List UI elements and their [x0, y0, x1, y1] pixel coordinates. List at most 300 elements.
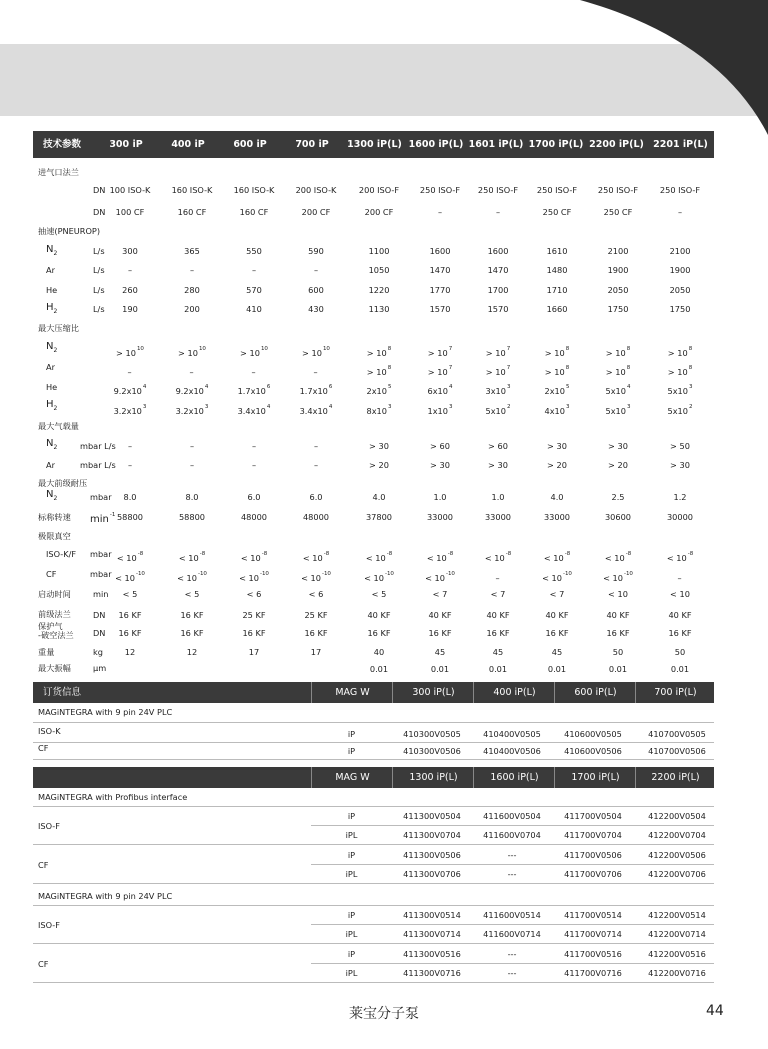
- value-base: > 10: [427, 348, 448, 358]
- value-base: 1.7x10: [237, 386, 266, 396]
- speed-h2-value: 1570: [429, 304, 451, 314]
- fore-flange-value: 16 KF: [180, 610, 204, 620]
- startup-value: < 6: [246, 589, 262, 599]
- order-flange-label: CF: [38, 743, 49, 753]
- gasload-n2-value: –: [251, 441, 257, 451]
- comp-he-value: [410, 382, 470, 396]
- inlet-iso-value: 160 ISO-K: [233, 185, 275, 195]
- startup-value: < 5: [184, 589, 200, 599]
- order-type: iP: [347, 910, 356, 920]
- divider: [33, 943, 714, 944]
- comp-he-value: [286, 382, 346, 396]
- rpm-value: 48000: [240, 512, 268, 522]
- value-base: < 10: [426, 553, 447, 563]
- unit-dn: DN: [93, 185, 106, 195]
- gas-ar: Ar: [46, 265, 55, 275]
- order-model-header: 400 iP(L): [473, 682, 555, 703]
- speed-h2-value: 1750: [669, 304, 691, 314]
- comp-h2-value: [100, 402, 160, 416]
- value-base: < 10: [603, 573, 623, 583]
- value-exponent: -10: [445, 571, 455, 577]
- order-type: iP: [347, 949, 356, 959]
- value-exponent: -10: [135, 571, 145, 577]
- value-exponent: 3: [626, 404, 631, 410]
- weight-value: 12: [124, 647, 136, 657]
- ultimate-cf-value: [410, 569, 470, 583]
- speed-n2-value: 1100: [368, 246, 390, 256]
- comp-ar-value: [650, 363, 710, 377]
- divider: [33, 844, 714, 845]
- inlet-cf-value: –: [677, 207, 683, 217]
- comp-ar-value: [286, 363, 346, 377]
- comp-n2-value: [650, 344, 710, 358]
- spec-header-model: 2201 iP(L): [653, 139, 708, 150]
- order-model-header: 700 iP(L): [635, 682, 715, 703]
- value-base: < 10: [239, 573, 259, 583]
- ultimate-iso-value: [650, 549, 710, 563]
- divider: [33, 806, 714, 807]
- fore-flange-value: 40 KF: [668, 610, 692, 620]
- value-base: > 10: [116, 348, 136, 358]
- value-base: < 10: [177, 573, 197, 583]
- value-base: 3x10: [485, 386, 506, 396]
- speed-n2-value: 1610: [546, 246, 568, 256]
- order-model-header: 300 iP(L): [392, 682, 474, 703]
- speed-h2-value: 190: [122, 304, 138, 314]
- comp-h2-value: [468, 402, 528, 416]
- startup-value: < 10: [608, 589, 628, 599]
- value-exponent: -8: [386, 551, 393, 557]
- gas-subscript: 2: [53, 405, 58, 412]
- value-base: 3.2x10: [175, 406, 204, 416]
- order-flange-label: CF: [38, 959, 49, 969]
- inlet-cf-value: 100 CF: [115, 207, 145, 217]
- order-part-number: 411700V0706: [564, 869, 622, 879]
- inlet-cf-value: 160 CF: [239, 207, 269, 217]
- divider: [311, 924, 714, 925]
- comp-n2-value: [286, 344, 346, 358]
- comp-h2-value: [527, 402, 587, 416]
- section-compression: 最大压缩比: [38, 323, 79, 333]
- value-exponent: 4: [142, 384, 147, 390]
- gasload-n2-value: –: [189, 441, 195, 451]
- rpm-value: 37800: [365, 512, 393, 522]
- spec-header-model: 600 iP: [233, 139, 267, 150]
- value-base: < 10: [365, 553, 386, 563]
- unit-exponent: -1: [109, 512, 116, 518]
- value-exponent: 3: [142, 404, 147, 410]
- value-base: 3.4x10: [237, 406, 266, 416]
- value-base: > 10: [240, 348, 260, 358]
- comp-h2-value: [162, 402, 222, 416]
- vibration-value: 0.01: [369, 664, 389, 674]
- order-part-number: 411300V0516: [403, 949, 461, 959]
- inlet-cf-value: 160 CF: [177, 207, 207, 217]
- page-number: 44: [706, 1003, 724, 1019]
- comp-he-value: [162, 382, 222, 396]
- value-exponent: -10: [623, 571, 633, 577]
- speed-n2-value: 1600: [429, 246, 451, 256]
- magw-header: MAG W: [311, 682, 393, 703]
- order-part-number: 410700V0506: [648, 746, 706, 756]
- value-exponent: 5: [565, 384, 570, 390]
- order-part-number: 410700V0505: [648, 729, 706, 739]
- value-exponent: 8: [565, 365, 570, 371]
- order-part-number: 412200V0504: [648, 811, 706, 821]
- foreline-value: 1.2: [673, 492, 687, 502]
- value-exponent: 3: [565, 404, 570, 410]
- order-part-number: 412200V0704: [648, 830, 706, 840]
- order-type: iP: [347, 729, 356, 739]
- foreline-value: 8.0: [185, 492, 199, 502]
- value-base: 9.2x10: [113, 386, 142, 396]
- comp-n2-value: [410, 344, 470, 358]
- ultimate-cf-value: [650, 569, 710, 583]
- speed-h2-value: 410: [246, 304, 262, 314]
- gas-symbol: H: [46, 302, 54, 313]
- value-base: < 10: [604, 553, 625, 563]
- speed-ar-value: 1480: [546, 265, 568, 275]
- order-part-number: 411300V0716: [403, 968, 461, 978]
- gasload-n2-value: > 60: [430, 441, 450, 451]
- gasload-n2-value: –: [127, 441, 133, 451]
- speed-h2-value: 1750: [607, 304, 629, 314]
- gas-subscript: 2: [53, 495, 58, 502]
- speed-ar-value: 1900: [607, 265, 629, 275]
- gas-he: He: [46, 382, 58, 392]
- divider: [311, 864, 714, 865]
- value-exponent: 5: [387, 384, 392, 390]
- spec-header-row: [33, 131, 714, 158]
- order-model-header: 1700 iP(L): [554, 767, 636, 788]
- value-exponent: 7: [448, 346, 453, 352]
- spec-header-label: 技术参数: [43, 139, 82, 150]
- order-model-header: 600 iP(L): [554, 682, 636, 703]
- speed-ar-value: –: [127, 265, 133, 275]
- order-header-row: [33, 767, 714, 788]
- speed-he-value: 2050: [669, 285, 691, 295]
- vent-value: 16 KF: [606, 628, 630, 638]
- vent-value: 16 KF: [668, 628, 692, 638]
- rpm-value: 30600: [604, 512, 632, 522]
- fore-flange-value: 25 KF: [304, 610, 328, 620]
- value-base: –: [251, 367, 256, 377]
- weight-value: 45: [434, 647, 446, 657]
- ultimate-iso-value: [286, 549, 346, 563]
- order-model-header: 1300 iP(L): [392, 767, 474, 788]
- value-base: > 10: [485, 367, 506, 377]
- order-part-number: 412200V0706: [648, 869, 706, 879]
- value-exponent: -8: [687, 551, 694, 557]
- value-base: 8x10: [366, 406, 387, 416]
- order-part-number: 411300V0704: [403, 830, 461, 840]
- comp-ar-value: [588, 363, 648, 377]
- value-exponent: -10: [197, 571, 207, 577]
- speed-ar-value: –: [251, 265, 257, 275]
- value-exponent: 8: [387, 346, 392, 352]
- value-base: 4x10: [544, 406, 565, 416]
- rpm-value: 30000: [666, 512, 694, 522]
- value-base: < 10: [115, 573, 135, 583]
- gasload-ar-value: –: [313, 460, 319, 470]
- speed-h2-value: 200: [184, 304, 200, 314]
- order-flange-label: CF: [38, 860, 49, 870]
- vent-value: 16 KF: [304, 628, 328, 638]
- weight-value: 50: [612, 647, 624, 657]
- gas-subscript: 2: [53, 347, 58, 354]
- value-exponent: 7: [506, 346, 511, 352]
- value-exponent: 3: [204, 404, 209, 410]
- ultimate-iso-value: [527, 549, 587, 563]
- gas-subscript: 2: [53, 250, 58, 257]
- value-base: 3.4x10: [299, 406, 328, 416]
- value-base: > 10: [178, 348, 198, 358]
- value-base: > 10: [427, 367, 448, 377]
- vibration-value: 0.01: [547, 664, 567, 674]
- comp-ar-value: [162, 363, 222, 377]
- value-base: < 10: [666, 553, 687, 563]
- order-type: iPL: [345, 929, 358, 939]
- order-part-number: 411300V0714: [403, 929, 461, 939]
- gas-he: He: [46, 285, 58, 295]
- value-exponent: -10: [321, 571, 331, 577]
- foreline-value: 1.0: [433, 492, 447, 502]
- order-group-title: MAGiNTEGRA with 9 pin 24V PLC: [38, 707, 173, 717]
- vent-value: 16 KF: [428, 628, 452, 638]
- comp-ar-value: [468, 363, 528, 377]
- value-exponent: 10: [136, 346, 144, 352]
- section-startup: 启动时间: [38, 589, 71, 599]
- comp-he-value: [349, 382, 409, 396]
- spec-header-model: 1601 iP(L): [468, 139, 524, 150]
- speed-n2-value: 2100: [607, 246, 629, 256]
- gasload-n2-value: > 50: [670, 441, 690, 451]
- order-type: iP: [347, 746, 356, 756]
- foreline-value: 2.5: [611, 492, 625, 502]
- value-base: –: [127, 367, 132, 377]
- comp-n2-value: [468, 344, 528, 358]
- value-exponent: -8: [564, 551, 571, 557]
- comp-ar-value: [100, 363, 160, 377]
- speed-ar-value: –: [189, 265, 195, 275]
- value-exponent: 3: [688, 384, 693, 390]
- gas-subscript: 2: [53, 444, 58, 451]
- order-part-number: 411600V0504: [483, 811, 541, 821]
- startup-value: < 6: [308, 589, 324, 599]
- corner-swoosh: [0, 0, 768, 140]
- spec-header-model: 2200 iP(L): [589, 139, 644, 150]
- value-exponent: -8: [625, 551, 632, 557]
- gasload-ar-value: > 20: [608, 460, 628, 470]
- weight-value: 45: [551, 647, 563, 657]
- unit-min: min: [93, 589, 109, 599]
- section-weight: 重量: [38, 647, 55, 657]
- inlet-iso-value: 250 ISO-F: [477, 185, 519, 195]
- order-part-number: 411700V0716: [564, 968, 622, 978]
- gasload-ar-value: > 20: [547, 460, 567, 470]
- order-part-number: ---: [507, 850, 517, 860]
- order-part-number: 410300V0505: [403, 729, 461, 739]
- value-base: > 10: [605, 348, 626, 358]
- gasload-n2-value: > 60: [488, 441, 508, 451]
- speed-he-value: 1220: [368, 285, 390, 295]
- comp-ar-value: [410, 363, 470, 377]
- value-base: 5x10: [667, 386, 688, 396]
- order-type: iPL: [345, 968, 358, 978]
- value-base: > 10: [667, 348, 688, 358]
- value-base: < 10: [302, 553, 323, 563]
- inlet-iso-value: 250 ISO-F: [536, 185, 578, 195]
- order-flange-label: ISO-K: [38, 726, 61, 736]
- speed-n2-value: 1600: [487, 246, 509, 256]
- value-exponent: 6: [328, 384, 333, 390]
- gas-n2: [46, 490, 57, 504]
- order-part-number: 411700V0506: [564, 850, 622, 860]
- divider: [33, 759, 714, 760]
- comp-h2-value: [224, 402, 284, 416]
- unit-dn: DN: [93, 207, 106, 217]
- order-part-number: 410300V0506: [403, 746, 461, 756]
- vent-value: 16 KF: [242, 628, 266, 638]
- order-part-number: 411700V0704: [564, 830, 622, 840]
- speed-h2-value: 1660: [546, 304, 568, 314]
- gas-symbol: N: [46, 244, 54, 255]
- value-exponent: 7: [506, 365, 511, 371]
- inlet-iso-value: 200 ISO-F: [358, 185, 400, 195]
- comp-n2-value: [527, 344, 587, 358]
- comp-he-value: [224, 382, 284, 396]
- order-part-number: 411600V0714: [483, 929, 541, 939]
- ultimate-iso-value: [588, 549, 648, 563]
- unit-mbarls: mbar L/s: [80, 441, 116, 451]
- divider: [33, 722, 714, 723]
- spec-header-model: 1300 iP(L): [347, 139, 402, 150]
- foreline-value: 8.0: [123, 492, 137, 502]
- value-base: < 10: [178, 553, 199, 563]
- value-base: 6x10: [427, 386, 448, 396]
- unit-mbar: mbar: [90, 549, 112, 559]
- order-part-number: ---: [507, 869, 517, 879]
- gas-ar: Ar: [46, 362, 55, 372]
- section-inlet: 进气口法兰: [38, 167, 79, 177]
- rpm-value: 33000: [426, 512, 454, 522]
- comp-he-value: [588, 382, 648, 396]
- order-part-number: 412200V0714: [648, 929, 706, 939]
- order-type: iP: [347, 811, 356, 821]
- comp-ar-value: [349, 363, 409, 377]
- divider: [33, 883, 714, 884]
- ultimate-iso-value: [162, 549, 222, 563]
- foreline-value: 1.0: [491, 492, 505, 502]
- ultimate-cf-value: [588, 569, 648, 583]
- order-part-number: 412200V0716: [648, 968, 706, 978]
- fore-flange-value: 25 KF: [242, 610, 266, 620]
- rpm-value: 33000: [543, 512, 571, 522]
- value-base: > 10: [667, 367, 688, 377]
- gasload-ar-value: –: [189, 460, 195, 470]
- vibration-value: 0.01: [670, 664, 690, 674]
- value-base: > 10: [366, 367, 387, 377]
- ultimate-cf-value: [527, 569, 587, 583]
- fore-flange-value: 40 KF: [367, 610, 391, 620]
- spec-header-model: 700 iP: [295, 139, 329, 150]
- startup-value: < 5: [371, 589, 387, 599]
- value-base: > 10: [544, 367, 565, 377]
- section-nominal-speed: 标称转速: [38, 512, 71, 522]
- value-base: 1.7x10: [299, 386, 328, 396]
- value-exponent: -10: [259, 571, 269, 577]
- speed-he-value: 260: [122, 285, 138, 295]
- ultimate-iso-value: [468, 549, 528, 563]
- value-exponent: 8: [565, 346, 570, 352]
- comp-n2-value: [349, 344, 409, 358]
- order-part-number: 410600V0505: [564, 729, 622, 739]
- gas-n2: [46, 342, 57, 356]
- unit-mbar: mbar: [90, 492, 112, 502]
- comp-he-value: [650, 382, 710, 396]
- value-base: 5x10: [605, 406, 626, 416]
- rpm-value: 33000: [484, 512, 512, 522]
- unit-min: min: [90, 514, 109, 525]
- speed-h2-value: 430: [308, 304, 324, 314]
- ultimate-cf-value: [162, 569, 222, 583]
- weight-value: 50: [674, 647, 686, 657]
- value-exponent: 2: [506, 404, 511, 410]
- footer-title: 莱宝分子泵: [349, 1006, 419, 1022]
- value-base: < 10: [542, 573, 562, 583]
- comp-n2-value: [100, 344, 160, 358]
- value-base: 9.2x10: [175, 386, 204, 396]
- gasload-n2-value: –: [313, 441, 319, 451]
- ultimate-cf-value: [224, 569, 284, 583]
- order-part-number: 411300V0506: [403, 850, 461, 860]
- value-base: < 10: [301, 573, 321, 583]
- comp-he-value: [100, 382, 160, 396]
- gasload-ar-value: > 30: [430, 460, 450, 470]
- inlet-iso-value: 100 ISO-K: [109, 185, 151, 195]
- value-exponent: 8: [688, 346, 693, 352]
- value-base: > 10: [605, 367, 626, 377]
- section-speed: 抽速(PNEUROP): [38, 226, 101, 236]
- inlet-cf-value: 200 CF: [301, 207, 331, 217]
- speed-he-value: 1700: [487, 285, 509, 295]
- startup-value: < 7: [490, 589, 506, 599]
- vent-value: 16 KF: [118, 628, 142, 638]
- foreline-value: 6.0: [309, 492, 323, 502]
- value-exponent: -8: [261, 551, 268, 557]
- section-purge: 保护气: [38, 621, 63, 631]
- value-base: > 10: [302, 348, 322, 358]
- gas-h2: [46, 303, 57, 317]
- unit-mbar: mbar: [90, 569, 112, 579]
- value-base: 3.2x10: [113, 406, 142, 416]
- value-exponent: 6: [266, 384, 271, 390]
- divider: [33, 742, 714, 743]
- speed-ar-value: 1050: [368, 265, 390, 275]
- unit-um: μm: [93, 663, 107, 673]
- gas-ar: Ar: [46, 460, 55, 470]
- spec-header-model: 400 iP: [171, 139, 205, 150]
- divider: [33, 905, 714, 906]
- flange-isokf: ISO-K/F: [46, 549, 77, 559]
- speed-n2-value: 550: [246, 246, 262, 256]
- speed-he-value: 1770: [429, 285, 451, 295]
- foreline-value: 6.0: [247, 492, 261, 502]
- value-exponent: 3: [387, 404, 392, 410]
- value-exponent: 10: [198, 346, 206, 352]
- value-base: –: [677, 573, 682, 583]
- gasload-ar-value: > 30: [488, 460, 508, 470]
